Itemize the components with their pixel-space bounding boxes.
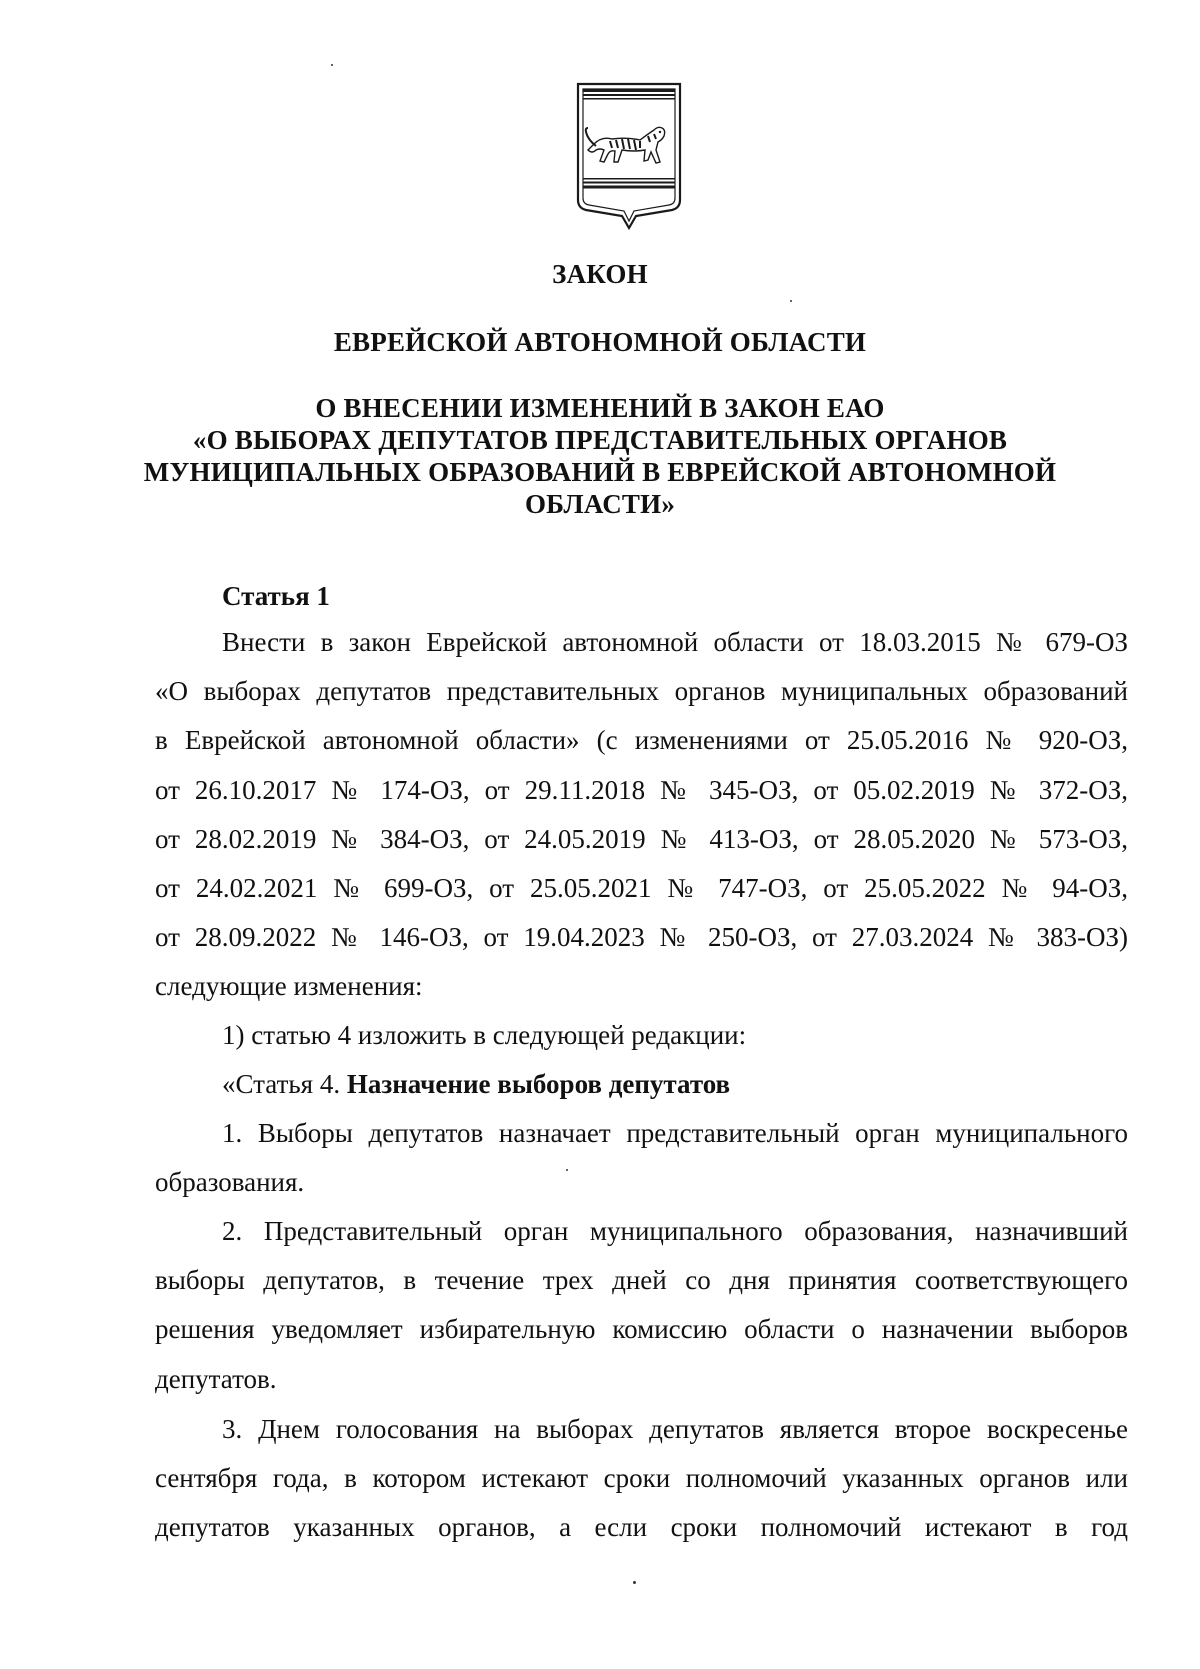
law-title-line: ОБЛАСТИ» (524, 489, 676, 519)
paragraph-line: от 26.10.2017 № 174-ОЗ, от 29.11.2018 № 345-ОЗ, от 05.02.2019 № 372-ОЗ, (155, 774, 1128, 805)
paragraph-line: в Еврейской автономной области» (с изменениями от 25.05.2016 № 920-ОЗ, (155, 725, 1128, 756)
article-4-prefix: «Статья 4. (222, 1069, 347, 1099)
paragraph-line: «О выборах депутатов представительных органов муниципальных образований (155, 676, 1128, 707)
paragraph-line: 1) статью 4 изложить в следующей редакции: (222, 1020, 747, 1050)
point-2-paragraph (155, 1207, 1128, 1404)
law-title (0, 392, 1200, 520)
point-3-paragraph (155, 1405, 1128, 1553)
paragraph-line: от 24.02.2021 № 699-ОЗ, от 25.05.2021 № 747-ОЗ, от 25.05.2022 № 94-ОЗ, (155, 873, 1128, 904)
region-heading: ЕВРЕЙСКОЙ АВТОНОМНОЙ ОБЛАСТИ (333, 327, 867, 357)
paragraph-line: решения уведомляет избирательную комиссию области о назначении выборов (155, 1314, 1128, 1345)
article-4-heading (155, 1060, 1128, 1109)
intro-paragraph (155, 618, 1128, 1012)
scan-speck (331, 64, 333, 66)
article-label: Статья 1 (222, 581, 330, 611)
paragraph-line: Внести в закон Еврейской автономной области от 18.03.2015 № 679-ОЗ (222, 627, 1128, 657)
scan-speck (566, 1169, 568, 1171)
law-title-line: «О ВЫБОРАХ ДЕПУТАТОВ ПРЕДСТАВИТЕЛЬНЫХ ОРГАНОВ (192, 425, 1008, 455)
paragraph-line: депутатов. (155, 1363, 277, 1394)
paragraph-line: сентября года, в котором истекают сроки полномочий указанных органов или (155, 1463, 1128, 1494)
scan-speck (790, 300, 792, 302)
tiger-coat-of-arms-icon (574, 82, 684, 232)
paragraph-line: 1. Выборы депутатов назначает представительный орган муниципального (222, 1118, 1128, 1148)
paragraph-line: депутатов указанных органов, а если сроки полномочий истекают в год (155, 1512, 1128, 1543)
law-title-line: МУНИЦИПАЛЬНЫХ ОБРАЗОВАНИЙ В ЕВРЕЙСКОЙ АВТОНОМНОЙ (143, 457, 1057, 487)
law-title-line: О ВНЕСЕНИИ ИЗМЕНЕНИЙ В ЗАКОН ЕАО (315, 393, 885, 423)
paragraph-line (155, 1060, 1128, 1109)
paragraph-line: от 28.09.2022 № 146-ОЗ, от 19.04.2023 № 250-ОЗ, от 27.03.2024 № 383-ОЗ) (155, 922, 1128, 953)
paragraph-line: 3. Днем голосования на выборах депутатов является второе воскресенье (222, 1414, 1128, 1444)
paragraph-line: выборы депутатов, в течение трех дней со дня принятия соответствующего (155, 1265, 1128, 1296)
paragraph-line: от 28.02.2019 № 384-ОЗ, от 24.05.2019 № 413-ОЗ, от 28.05.2020 № 573-ОЗ, (155, 823, 1128, 854)
point-1-paragraph (155, 1109, 1128, 1207)
article-4-title: Назначение выборов депутатов (346, 1069, 731, 1099)
scan-speck (633, 1581, 636, 1584)
paragraph-line: 2. Представительный орган муниципального образования, назначивший (222, 1216, 1128, 1246)
document-type-heading: ЗАКОН (552, 259, 648, 289)
paragraph-line: следующие изменения: (155, 971, 423, 1002)
paragraph-line: образования. (155, 1167, 305, 1198)
item-paragraph (155, 1011, 1128, 1060)
